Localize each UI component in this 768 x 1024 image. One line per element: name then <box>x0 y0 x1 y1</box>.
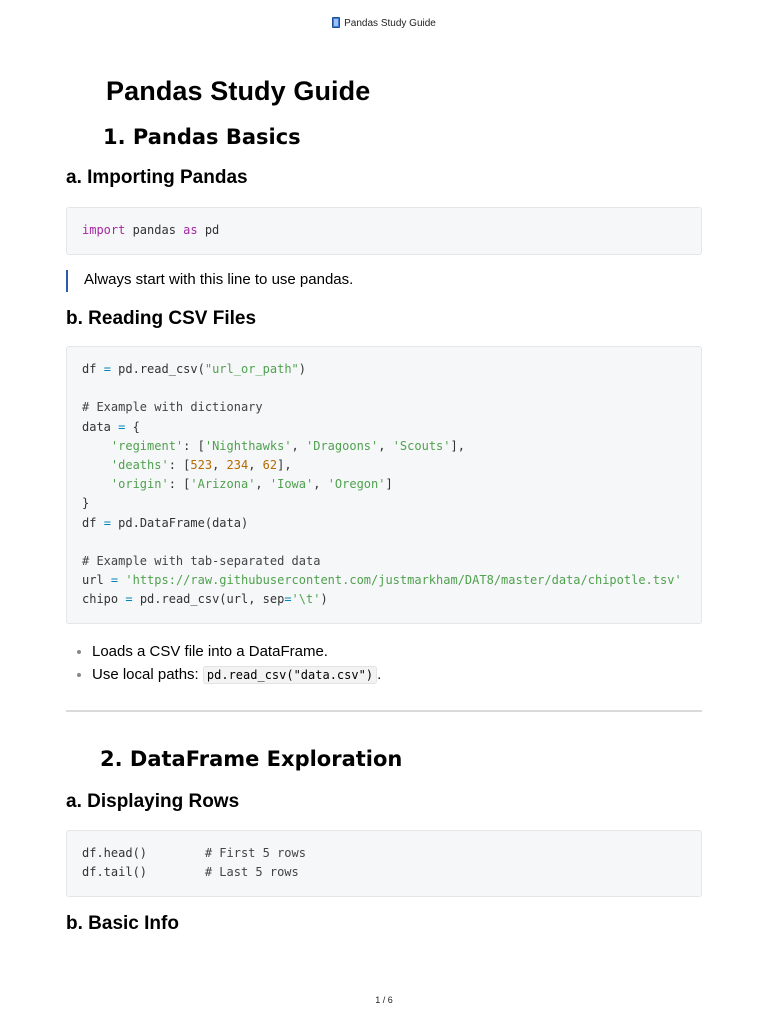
blockquote-note <box>66 270 353 292</box>
code-line: # Example with dictionary <box>82 400 263 415</box>
list-item: • Loads a CSV file into a DataFrame. <box>92 640 381 663</box>
book-icon <box>332 17 340 28</box>
subheading-displaying-rows: a. Displaying Rows <box>66 791 240 812</box>
section-divider <box>66 710 702 712</box>
subheading-basic-info: b. Basic Info <box>66 913 179 934</box>
header-title: Pandas Study Guide <box>344 18 436 29</box>
code-line: 'deaths': [523, 234, 62], <box>110 457 292 472</box>
code-line: # Example with tab-separated data <box>82 553 321 568</box>
subheading-reading-csv: b. Reading CSV Files <box>66 308 257 329</box>
note-text: Always start with this line to use pandas. <box>84 271 354 288</box>
code-line: data = { <box>82 419 140 434</box>
code-line: df = pd.DataFrame(data) <box>82 515 249 530</box>
code-line: df.tail() # Last 5 rows <box>82 865 299 880</box>
code-line: df = pd.read_csv("url_or_path") <box>82 362 306 376</box>
code-line: 'origin': ['Arizona', 'Iowa', 'Oregon'] <box>110 477 393 492</box>
code-block-display-rows <box>66 830 702 897</box>
code-line: df.head() # First 5 rows <box>82 846 306 860</box>
page-footer <box>0 995 768 1005</box>
code-line: url = 'https://raw.githubusercontent.com/justmarkham/DAT8/master/data/chipotle.tsv' <box>82 573 682 588</box>
code-line: import pandas as pd <box>82 223 220 237</box>
page-header <box>0 17 768 29</box>
subheading-importing: a. Importing Pandas <box>66 167 248 188</box>
section-heading-basics: 1. Pandas Basics <box>103 125 301 149</box>
inline-code: pd.read_csv("data.csv") <box>203 666 377 684</box>
code-line: 'regiment': ['Nighthawks', 'Dragoons', 'Scouts'], <box>110 438 465 453</box>
code-line: chipo = pd.read_csv(url, sep='\t') <box>82 592 328 607</box>
document-title: Pandas Study Guide <box>106 76 371 106</box>
code-line: } <box>82 496 90 511</box>
code-line <box>82 533 686 552</box>
bullet-list <box>66 640 381 687</box>
code-block-import <box>66 207 702 255</box>
section-heading-exploration: 2. DataFrame Exploration <box>100 747 403 771</box>
list-item: • Use local paths: pd.read_csv("data.csv") . <box>92 663 381 687</box>
code-block-read-csv <box>66 346 702 624</box>
code-line <box>82 379 686 398</box>
page-indicator: 1 / 6 <box>375 995 393 1005</box>
